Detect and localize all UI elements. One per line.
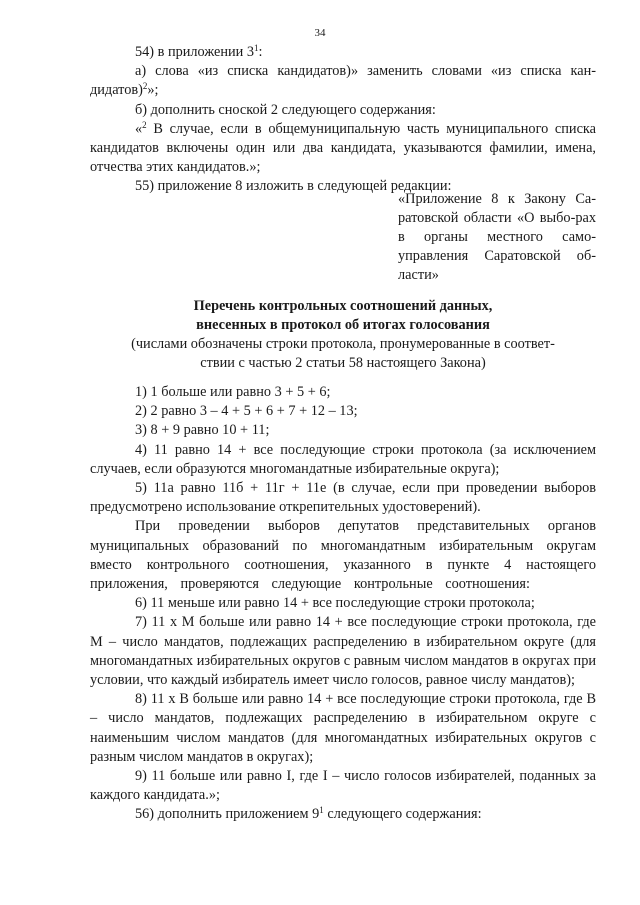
appendix-reference: [398, 190, 596, 285]
superscript: 1: [319, 805, 324, 816]
list-item: 7) 11 х М больше или равно 14 + все последующие строки протокола, где М – число мандатов, подлежащих распределению в избирательном округе (для многомандатных избирательных округов с равным числом мандатов в округах при условии, что каждый избиратель имеет число голосов, равное числу мандатов);: [90, 614, 596, 689]
item-54-block: [90, 43, 596, 197]
list-item: 6) 11 меньше или равно 14 + все последующие строки протокола;: [135, 595, 535, 612]
page-number: 34: [314, 27, 326, 39]
item-55: 55) приложение 8 изложить в следующей редакции:: [135, 178, 452, 195]
intro-paragraph: При проведении выборов депутатов представительных органов муниципальных образований по многомандатным избирательным округам вместо контрольного соотношения, указанного в пункте 4 настоящего приложения, проверяются следующие контрольные соотношения:: [90, 518, 596, 593]
item-56-text: 56) дополнить приложением 9: [135, 806, 320, 823]
item-54-text: 54) в приложении 3: [135, 44, 255, 60]
control-list: [90, 383, 596, 825]
heading-sub-1: (числами обозначены строки протокола, пронумерованные в соответ-: [131, 336, 555, 352]
item-54-footnote: [90, 120, 596, 178]
list-item: 9) 11 больше или равно I, где I – число голосов избирателей, поданных за каждого кандидата.»;: [90, 768, 596, 804]
item-56-end: следующего содержания:: [323, 806, 482, 823]
footnote-text: В случае, если в общемуниципальную часть муниципального списка кандидатов включены один или два кандидата, указываются фамилии, имена, отчества этих кандидатов.»;: [90, 120, 596, 176]
item-54-title: [90, 43, 596, 62]
superscript: 2: [142, 81, 148, 92]
heading-line-1: Перечень контрольных соотношений данных,: [193, 298, 493, 314]
item-54-a-text: а) слова «из списка кандидатов)» заменить словами «из списка кан-дидатов): [90, 63, 596, 99]
list-item: 3) 8 + 9 равно 10 + 11;: [135, 422, 270, 439]
list-item: 2) 2 равно 3 – 4 + 5 + 6 + 7 + 12 – 13;: [135, 403, 358, 420]
list-item: 8) 11 х В больше или равно 14 + все последующие строки протокола, где В – число мандатов, подлежащих распределению в избирательном округе с наименьшим числом мандатов (для многомандатных избирательных округов с разным числом мандатов в округах);: [90, 691, 596, 765]
superscript: 2: [142, 119, 147, 130]
list-item: 1) 1 больше или равно 3 + 5 + 6;: [135, 384, 331, 400]
list-heading: [90, 297, 596, 373]
item-54-a-end: »;: [147, 82, 159, 99]
list-item: 5) 11а равно 11б + 11г + 11е (в случае, если при проведении выборов предусмотрено использование открепительных удостоверений).: [90, 480, 596, 516]
heading-sub-2: ствии с частью 2 статьи 58 настоящего Закона): [200, 355, 486, 371]
quote-open: «: [135, 120, 143, 137]
item-54-b: б) дополнить сноской 2 следующего содержания:: [135, 101, 436, 118]
item-56: [90, 805, 596, 824]
item-54-colon: :: [258, 44, 263, 60]
item-54-a: [90, 62, 596, 100]
superscript: 1: [254, 43, 259, 53]
list-item: 4) 11 равно 14 + все последующие строки протокола (за исключением случаев, если образуются многомандатные избирательные округа);: [90, 441, 596, 477]
appendix-reference-text: «Приложение 8 к Закону Са-ратовской области «О выбо-рах в органы местного само-управления Саратовской об-ласти»: [398, 191, 596, 283]
heading-line-2: внесенных в протокол об итогах голосования: [196, 317, 490, 333]
